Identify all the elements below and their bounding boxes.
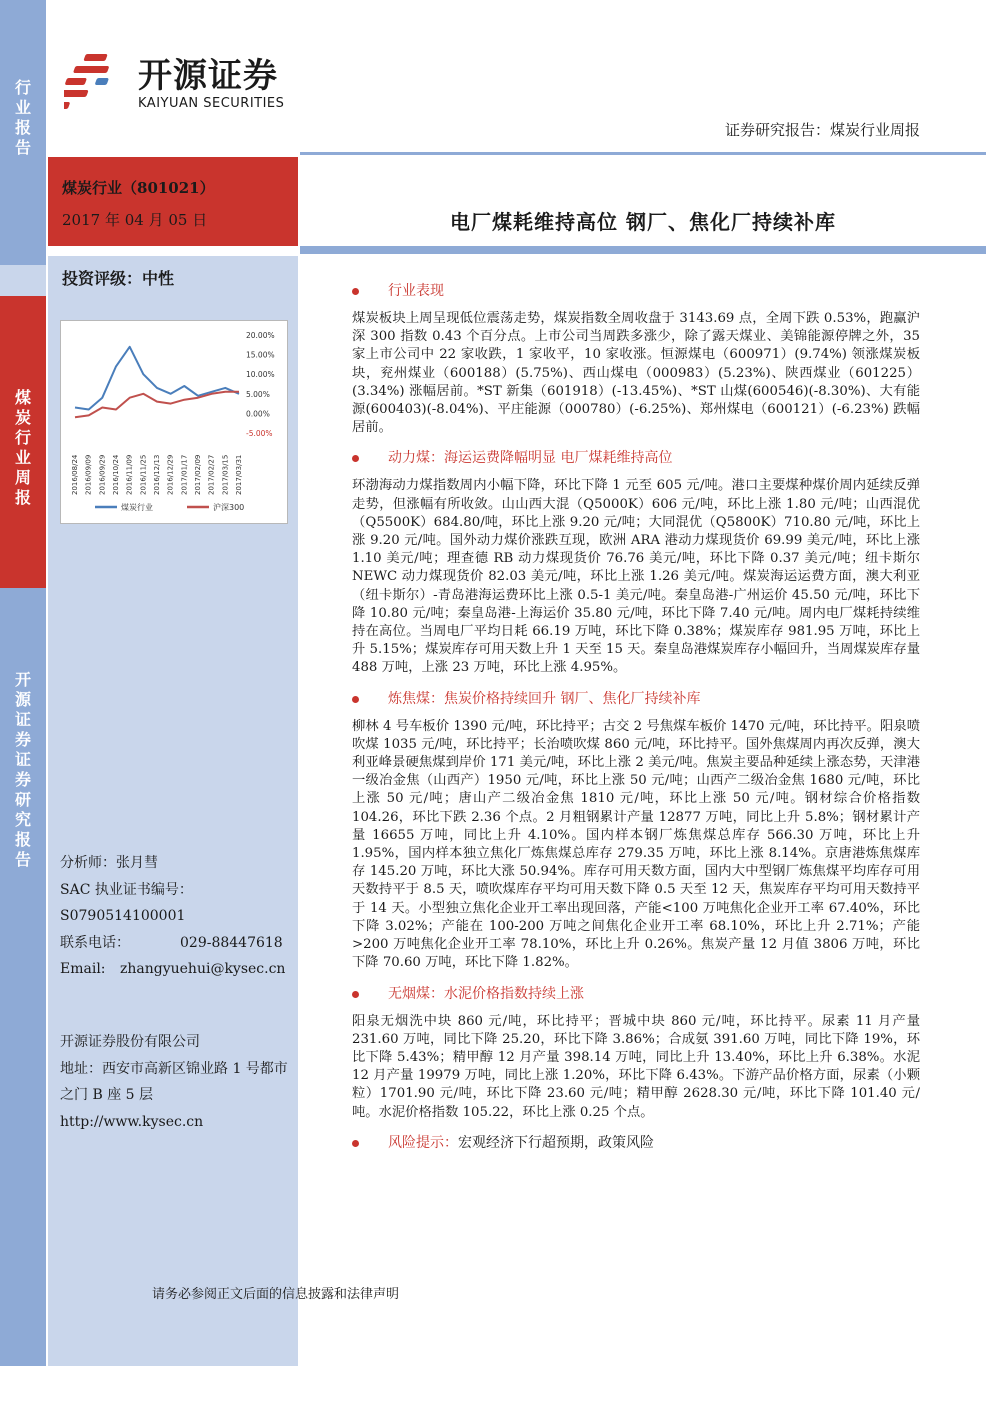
- report-title: 电厂煤耗维持高位 钢厂、焦化厂持续补库: [450, 210, 836, 234]
- title-divider: [300, 246, 986, 254]
- bullet-icon: [352, 1140, 359, 1147]
- section-heading: 风险提示：宏观经济下行超预期，政策风险: [352, 1134, 920, 1154]
- side-label-research: 开源证券证券研究报告: [0, 588, 46, 1366]
- cert-label: SAC 执业证书编号：: [60, 881, 193, 898]
- company-info: [60, 1029, 296, 1135]
- company-name: 开源证券股份有限公司: [60, 1034, 200, 1050]
- x-tick-label: 2017/03/15: [221, 454, 230, 495]
- bullet-icon: [352, 288, 359, 295]
- y-tick-label: 0.00%: [246, 409, 270, 419]
- section-text: 煤炭板块上周呈现低位震荡走势，煤炭指数全周收盘于 3143.69 点，全周下跌 0.53%，跑赢沪深 300 指数 0.43 个百分点。上市公司当周跌多涨少，除了露天煤业、美锦能源停牌之外，35 家上市公司中 22 家收跌，1 家收平，10 家收涨。恒源煤电（600971）(9.74%) 领涨煤炭板块，兖州煤业（600188）(5.75%)、西山煤电（000983）(5.23%)、陕西煤业（601225）(3.34%) 涨幅居前。*ST 新集（601918）(-13.45%)、*ST 山煤(600546)(-8.30%)、大有能源(600403)(-8.04%)、平庄能源（000780）(-6.25%)、郑州煤电（600121）(-6.23%) 跌幅居前。: [352, 311, 920, 436]
- email-row: [60, 956, 285, 983]
- brand-name-cn: 开源证券: [138, 56, 278, 96]
- series-line: [75, 392, 239, 418]
- phone-number: 029-88447618: [180, 934, 283, 951]
- phone-row: [60, 930, 285, 957]
- x-tick-label: 2016/09/09: [84, 454, 93, 495]
- y-tick-label: -5.00%: [246, 429, 273, 438]
- section-heading: 行业表现: [352, 282, 920, 302]
- section-heading: 炼焦煤：焦炭价格持续回升 钢厂、焦化厂持续补库: [352, 690, 920, 710]
- section-coking-coal: [352, 690, 920, 973]
- brand-logo: [64, 48, 304, 118]
- y-tick-label: 10.00%: [246, 370, 275, 380]
- phone-label: 联系电话：: [60, 934, 130, 951]
- bullet-icon: [352, 696, 359, 703]
- analyst-name: 分析师：张月彗: [60, 855, 158, 871]
- y-tick-label: 20.00%: [246, 331, 275, 340]
- report-type: 证券研究报告：煤炭行业周报: [724, 121, 920, 139]
- index-chart-svg: [61, 321, 287, 523]
- section-risk: [352, 1134, 920, 1154]
- x-tick-label: 2017/02/27: [207, 454, 216, 495]
- x-tick-label: 2016/11/25: [139, 454, 148, 495]
- x-tick-label: 2016/12/29: [166, 454, 175, 495]
- section-heading: 无烟煤：水泥价格指数持续上涨: [352, 985, 920, 1005]
- disclaimer-footer: 请务必参阅正文后面的信息披露和法律声明: [152, 1287, 400, 1302]
- company-url[interactable]: http://www.kysec.cn: [60, 1113, 204, 1130]
- company-address: 地址：西安市高新区锦业路 1 号都市之门 B 座 5 层: [60, 1060, 288, 1103]
- side-strip: [0, 0, 46, 1366]
- analyst-info: [60, 850, 285, 983]
- report-date: 2017 年 04 月 05 日: [62, 211, 208, 229]
- section-industry: [352, 282, 920, 437]
- side-label-weekly: 煤炭行业周报: [0, 296, 46, 588]
- side-label-report: 行业报告: [0, 0, 46, 265]
- y-tick-label: 15.00%: [246, 350, 275, 360]
- section-text: 阳泉无烟洗中块 860 元/吨，环比持平；晋城中块 860 元/吨，环比持平。尿素 11 月产量 231.60 万吨，同比下降 25.20，环比下降 3.86%；合成氨 391.60 万吨，同比下降 19%，环比下降 5.43%；精甲醇 12 月产量 398.14 万吨，同比上升 13.40%，环比上升 6.38%。水泥 12 月产量 19979 万吨，同比上涨 1.20%，环比下降 6.43%。下游产品价格方面，尿素（小颗粒）1701.90 元/吨，环比下降 23.60 元/吨；精甲醇 2628.30 元/吨，环比下降 101.40 元/吨。水泥价格指数 105.22，环比上涨 0.25 个点。: [352, 1013, 920, 1120]
- x-tick-label: 2017/03/31: [235, 454, 243, 495]
- industry-name: 煤炭行业（801021）: [62, 179, 215, 197]
- left-column: [48, 256, 298, 1366]
- section-anthracite: [352, 985, 920, 1122]
- industry-box: [48, 157, 298, 246]
- header-divider: [300, 152, 986, 155]
- section-text: 环渤海动力煤指数周内小幅下降，环比下降 1 元至 605 元/吨。港口主要煤种煤价周内延续反弹走势，但涨幅有所收敛。山山西大混（Q5000K）606 元/吨，环比上涨 1.80 元/吨；山西混优（Q5500K）684.80/吨，环比上涨 9.20 元/吨；大同混优（Q5800K）710.80 元/吨，环比上涨 9.20 元/吨。国外动力煤价涨跌互现，欧洲 ARA 港动力煤现货价 69.99 美元/吨，环比上涨 1.10 美元/吨；理查德 RB 动力煤现货价 76.76 美元/吨，环比下降 0.37 美元/吨；纽卡斯尔 NEWC 动力煤现货价 82.03 美元/吨，环比上涨 1.26 美元/吨。煤炭海运运费方面，澳大利亚（纽卡斯尔）-青岛港海运费环比上涨 0.5-1 美元/吨。秦皇岛港-广州运价 45.50 元/吨，环比下降 10.80 元/吨；秦皇岛港-上海运价 35.80 元/吨，环比下降 7.40 元/吨。周内电厂煤耗持续维持在高位。当周电厂平均日耗 66.19 万吨，环比下降 0.38%；煤炭库存 981.95 万吨，环比上升 5.15%；煤炭库存可用天数上升 1 天至 15 天。秦皇岛港煤炭库存小幅回升，当周煤炭库存量 488 万吨，上涨 23 万吨，环比上涨 4.95%。: [352, 478, 920, 676]
- legend-label: 煤炭行业: [121, 503, 153, 512]
- index-chart: [60, 320, 288, 524]
- x-tick-label: 2016/10/24: [112, 454, 120, 495]
- bullet-icon: [352, 455, 359, 462]
- email-label: Email:: [60, 961, 106, 977]
- cert-number: S0790514100001: [60, 908, 186, 924]
- x-tick-label: 2016/12/13: [153, 454, 161, 495]
- report-body: [352, 282, 920, 1162]
- brand-name-en: KAIYUAN SECURITIES: [138, 96, 285, 111]
- section-thermal-coal: [352, 449, 920, 677]
- x-tick-label: 2016/09/29: [98, 454, 107, 495]
- section-heading: 动力煤：海运运费降幅明显 电厂煤耗维持高位: [352, 449, 920, 469]
- x-tick-label: 2016/08/24: [71, 454, 79, 495]
- x-tick-label: 2017/02/09: [194, 454, 202, 495]
- section-text: 柳林 4 号车板价 1390 元/吨，环比持平；古交 2 号焦煤车板价 1470 元/吨，环比持平。阳泉喷吹煤 1035 元/吨，环比持平；长治喷吹煤 860 元/吨，环比持平。国外焦煤周内再次反弹，澳大利亚峰景硬焦煤到岸价 171 美元/吨，环比上涨 2 美元/吨。焦炭主要品种延续上涨态势，天津港一级冶金焦（山西产）1950 元/吨，环比上涨 50 元/吨；山西产二级冶金焦 1680 元/吨，环比上涨 50 元/吨；唐山产二级冶金焦 1810 元/吨，环比上涨 50 元/吨。钢材综合价格指数 104.26，环比下跌 2.36 个点。2 月粗钢累计产量 12877 万吨，同比上升 5.8%；钢材累计产量 16655 万吨，同比上升 4.10%。国内样本钢厂炼焦煤总库存 566.30 万吨，环比上升 1.95%，国内样本独立焦化厂炼焦煤总库存 279.35 万吨，环比上涨 8.14%。京唐港炼焦煤库存 145.20 万吨，环比大涨 50.94%。库存可用天数方面，国内大中型钢厂炼焦煤平均库存可用天数持平于 8.5 天，喷吹煤库存平均可用天数下降 0.5 天至 12 天，焦炭库存平均可用天数持平于 14 天。小型独立焦化企业开工率出现回落，产能<100 万吨焦化企业开工率 67.40%，环比下降 3.02%；产能在 100-200 万吨之间焦化企业开工率 68.10%，环比上升 2.71%；产能>200 万吨焦化企业开工率 78.10%，环比上升 0.26%。焦炭产量 12 月值 3806 万吨，环比下降 70.60 万吨，环比下降 1.82%。: [352, 718, 920, 971]
- x-tick-label: 2016/11/09: [125, 454, 134, 495]
- brand-mark-icon: [64, 48, 134, 112]
- series-line: [75, 347, 239, 410]
- legend-label: 沪深300: [213, 503, 245, 512]
- investment-rating: 投资评级：中性: [62, 269, 175, 288]
- side-gap: [0, 265, 46, 296]
- y-tick-label: 5.00%: [246, 389, 270, 399]
- email-address[interactable]: zhangyuehui@kysec.cn: [120, 961, 286, 977]
- bullet-icon: [352, 991, 359, 998]
- x-tick-label: 2017/01/17: [180, 454, 189, 495]
